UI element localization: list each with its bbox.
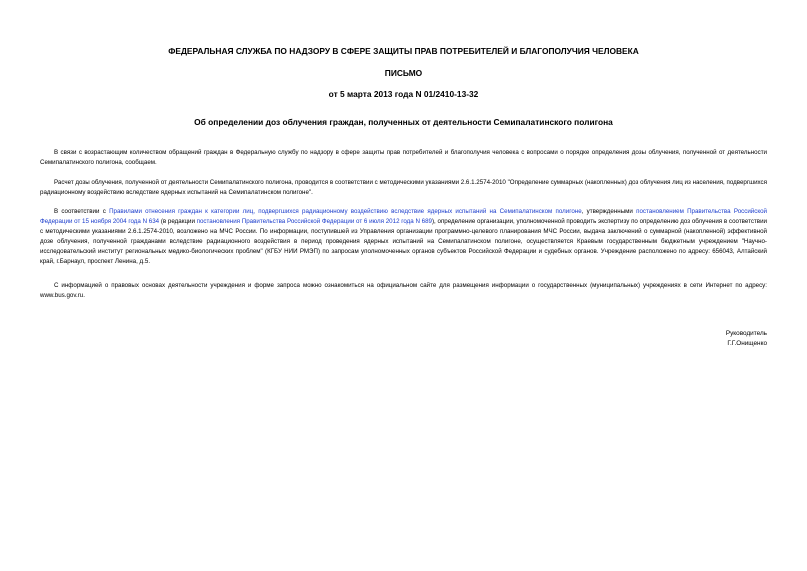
agency-header: ФЕДЕРАЛЬНАЯ СЛУЖБА ПО НАДЗОРУ В СФЕРЕ ЗАЩИТЫ ПРАВ ПОТРЕБИТЕЛЕЙ И БЛАГОПОЛУЧИЯ ЧЕЛОВЕКА xyxy=(168,46,639,56)
document-title: Об определении доз облучения граждан, полученных от деятельности Семипалатинского полигона xyxy=(194,117,613,127)
decree-689-link[interactable]: постановления Правительства Российской Федерации от 6 июля 2012 года N 689 xyxy=(196,218,432,225)
signature-position: Руководитель xyxy=(725,330,767,337)
decree-634-link[interactable]: постановлением Правительства Российской Федерации от 15 ноября 2004 года N 634 xyxy=(40,208,768,225)
paragraph-4: С информацией о правовых основах деятельности учреждения и форме запроса можно ознакомиться на официальном сайте для размещения информации о государственных (муниципальных) учреждениях в сети Интернет по адресу: www.bus.gov.ru. xyxy=(40,282,767,299)
paragraph-3-text-3: (в редакции xyxy=(159,218,197,225)
paragraph-3-text-1: В соответствии с xyxy=(54,208,110,215)
paragraph-1: В связи с возрастающим количеством обращений граждан в Федеральную службу по надзору в сфере защиты прав потребителей и благополучия человека с вопросами о порядке определения дозы облучения, полученной от деятельности Семипалатинского полигона, сообщаем. xyxy=(40,149,767,166)
paragraph-2: Расчет дозы облучения, полученной от деятельности Семипалатинского полигона, проводится в соответствии с методическими указаниями 2.6.1.2574-2010 "Определение суммарных (накопленных) доз облучения лиц из населения, подвергшихся радиационному воздействию вследствие ядерных испытаний на Семипалатинском полигоне". xyxy=(40,179,767,196)
paragraph-3 xyxy=(40,207,767,267)
rules-link[interactable]: Правилами отнесения граждан к категории лиц, подвергшихся радиационному воздействию вследствие ядерных испытаний на Семипалатинском полигоне xyxy=(109,208,582,215)
document-type: ПИСЬМО xyxy=(384,68,423,78)
document-date-number: от 5 марта 2013 года N 01/2410-13-32 xyxy=(328,89,479,99)
paragraph-3-text-4: ), определение организации, уполномоченной проводить экспертизу по определению доз облучения в соответствии с методическими указаниями 2.6.1.2574-2010, возложено на МЧС России. По информации, поступившей из Управления организации программно-целевого планирования МЧС России, выдача заключений о суммарной (накопленной) эффективной дозе облучения, полученной гражданами вследствие радиационного воздействия в период проведения ядерных испытаний на Семипалатинском полигоне, осуществляется Краевым государственным бюджетным учреждением "Научно-исследовательский институт региональных медико-биологических проблем" (КГБУ НИИ РМЭП) по запросам уполномоченных органов субъектов Российской Федерации и судебных органов. Учреждение расположено по адресу: 656043, Алтайский край, г.Барнаул, проспект Ленина, д.5. xyxy=(40,218,767,265)
paragraph-3-text-2: , утвержденными xyxy=(581,208,637,215)
signature-name: Г.Г.Онищенко xyxy=(727,340,767,347)
